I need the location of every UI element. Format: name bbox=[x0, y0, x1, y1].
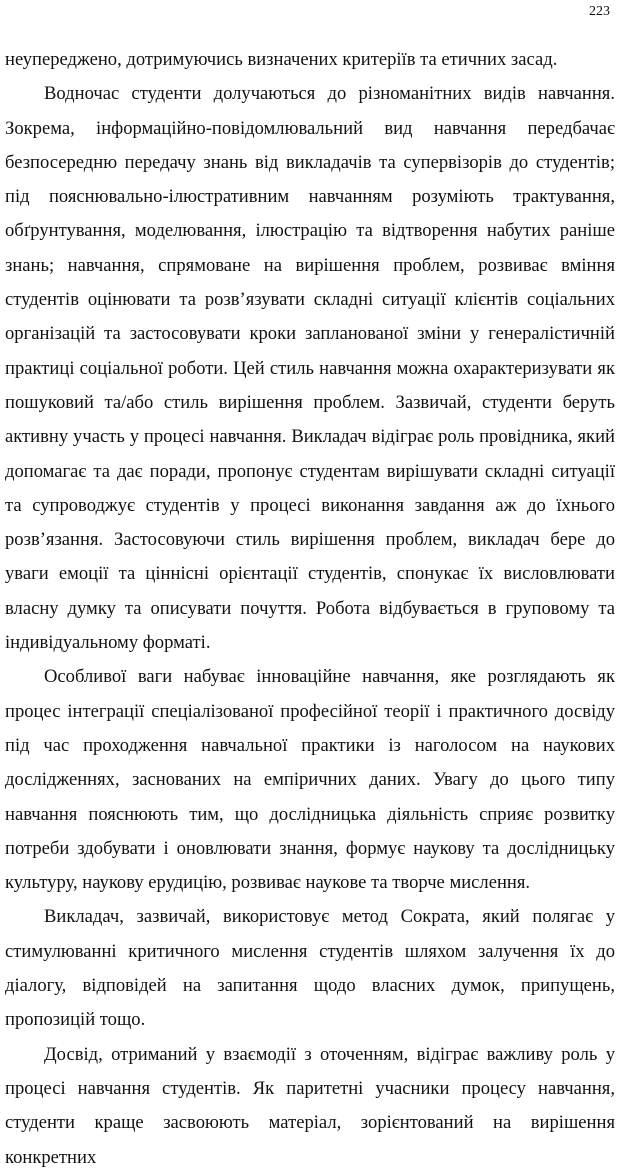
paragraph-learning-types: Водночас студенти долучаються до різноманітних видів навчання. Зокрема, інформаційно-повідомлювальний вид навчання передбачає безпосередню передачу знань від викладачів та супервізорів до студентів; під пояснювально-ілюстративним навчанням розуміють трактування, обґрунтування, моделювання, ілюстрацію та відтворення набутих раніше знань; навчання, спрямоване на вирішення проблем, розвиває вміння студентів оцінювати та розв’язувати складні ситуації клієнтів соціальних організацій та застосовувати кроки запланованої зміни у генералістичній практиці соціальної роботи. Цей стиль навчання можна охарактеризувати як пошуковий та/або стиль вирішення проблем. Зазвичай, студенти беруть активну участь у процесі навчання. Викладач відіграє роль провідника, який допомагає та дає поради, пропонує студентам вирішувати складні ситуації та супроводжує студентів у процесі виконання завдання аж до їхнього розв’язання. Застосовуючи стиль вирішення проблем, викладач бере до уваги емоції та ціннісні орієнтації студентів, спонукає їх висловлювати власну думку та описувати почуття. Робота відбувається в груповому та індивідуальному форматі. bbox=[5, 83, 615, 654]
page-number: 223 bbox=[589, 4, 610, 19]
paragraph-socratic-method: Викладач, зазвичай, використовує метод Сократа, який полягає у стимулюванні критичного мислення студентів шляхом залучення їх до діалогу, відповідей на запитання щодо власних думок, припущень, пропозицій тощо. bbox=[5, 906, 615, 1031]
paragraph-innovative-learning: Особливої ваги набуває інноваційне навчання, яке розглядають як процес інтеграції спеціалізованої професійної теорії і практичного досвіду під час проходження навчальної практики із наголосом на наукових дослідженнях, заснованих на емпіричних даних. Увагу до цього типу навчання пояснюють тим, що дослідницька діяльність сприяє розвитку потреби здобувати і оновлювати знання, формує наукову та дослідницьку культуру, наукову ерудицію, розвиває наукове та творче мислення. bbox=[5, 666, 615, 894]
paragraph-experience: Досвід, отриманий у взаємодії з оточенням, відіграє важливу роль у процесі навчання студентів. Як паритетні учасники процесу навчання, студенти краще засвоюють матеріал, зорієнтований на вирішення конкретних bbox=[5, 1043, 615, 1168]
text-body bbox=[5, 43, 615, 1175]
paragraph-continuation: неупереджено, дотримуючись визначених критеріїв та етичних засад. bbox=[5, 49, 558, 70]
